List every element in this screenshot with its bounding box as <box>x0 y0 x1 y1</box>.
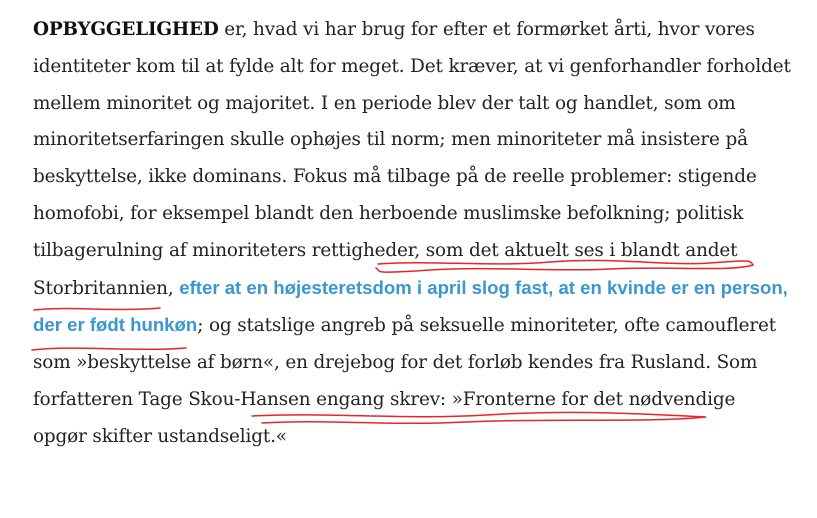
court-ruling-link[interactable]: efter at en højesteretsdom i april slog fast, at en kvinde er en person, der er født hunkøn <box>33 276 788 336</box>
article-paragraph <box>33 12 793 456</box>
underlined-phrase-2: en drejebog for det forløb kendes fra Rusland <box>285 352 706 374</box>
paragraph-text-3: ; og statslige angreb på seksuelle minoriteter, ofte camoufleret som »beskyttelse af børn«, <box>33 315 777 374</box>
lead-word: OPBYGGELIGHED <box>33 19 219 40</box>
paragraph-text-4: . Som forfatteren Tage Skou-Hansen engang skrev: »Fronterne for det nødvendige opgør skifter ustandseligt.« <box>33 352 758 447</box>
paragraph-text-2: , som det aktuelt ses i blandt andet Storbritannien, <box>33 239 738 299</box>
underlined-phrase-1: politisk tilbagerulning af minoriteters rettigheder <box>33 202 744 261</box>
paragraph-text-1: er, hvad vi har brug for efter et formørket årti, hvor vores identiteter kom til at fylde alt for meget. Det kræver, at vi genforhandler forholdet mellem minoritet og majoritet. I en periode blev der talt og handlet, som om minoritetserfaringen skulle ophøjes til norm; men minoriteter må insistere på beskyttelse, ikke dominans. Fokus må tilbage på de reelle problemer: stigende homofobi, for eksempel blandt den herboende muslimske befolkning; <box>33 19 791 224</box>
